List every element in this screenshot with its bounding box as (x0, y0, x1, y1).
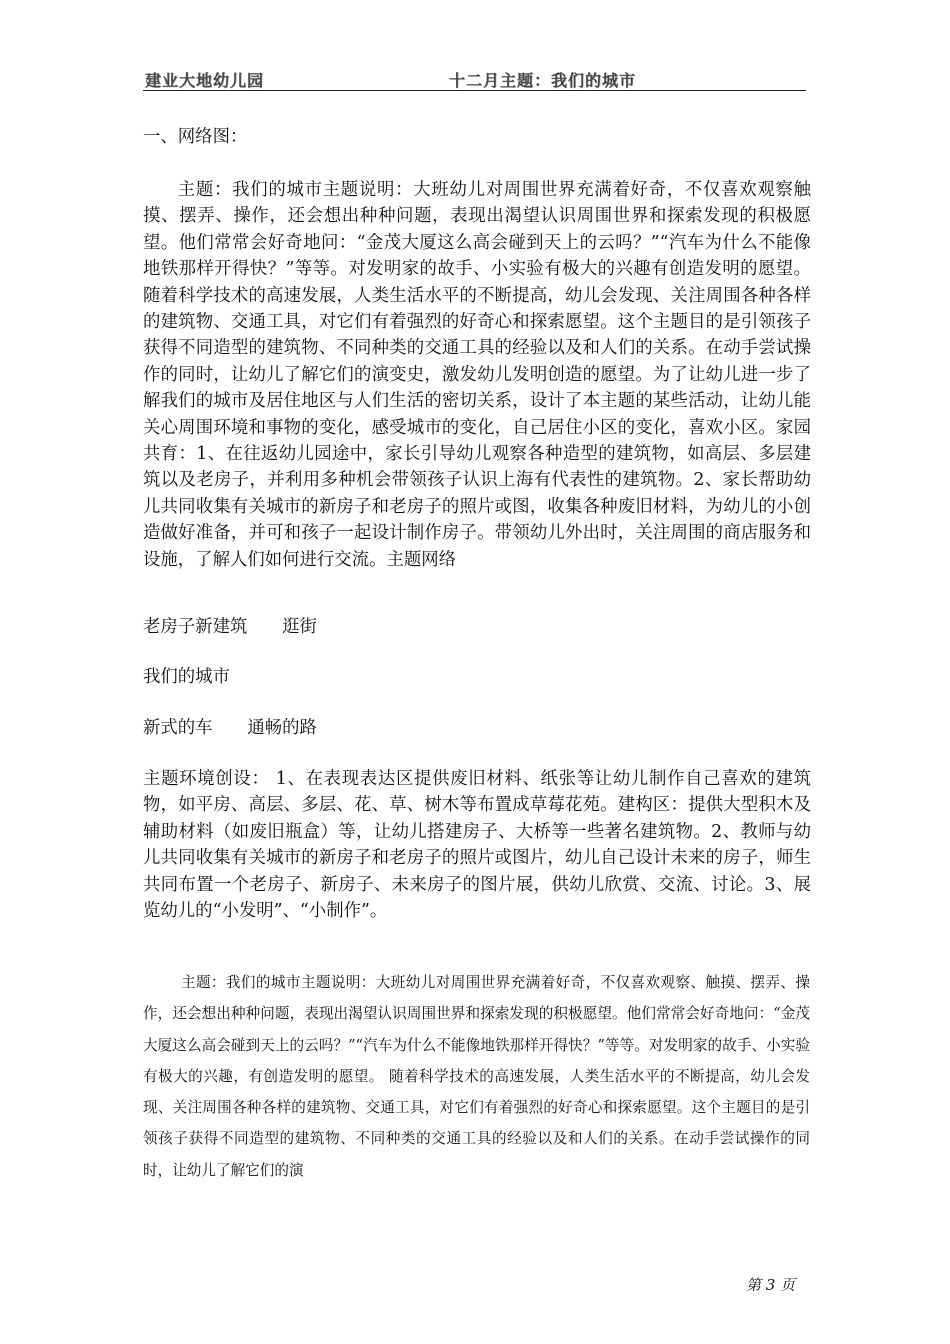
repeated-theme-paragraph: 主题：我们的城市主题说明：大班幼儿对周围世界充满着好奇，不仅喜欢观察、触摸、摆弄、操作，还会想出种种问题，表现出渴望认识周围世界和探索发现的积极愿望。他们常常会好奇地问：“金茂大厦这么高会碰到天上的云吗？”“汽车为什么不能像地铁那样开得快？”等等。对发明家的故手、小实验有极大的兴趣，有创造发明的愿望。 随着科学技术的高速发展，人类生活水平的不断提高，幼儿会发现、关注周围各种各样的建筑物、交通工具，对它们有着强烈的好奇心和探索愿望。这个主题目的是引领孩子获得不同造型的建筑物、不同种类的交通工具的经验以及和人们的关系。在动手尝试操作的同时，让幼儿了解它们的演 (143, 974, 810, 1179)
network-row-3: 新式的车 通畅的路 (143, 718, 317, 738)
page-header (143, 66, 806, 91)
theme-description-paragraph: 主题：我们的城市主题说明：大班幼儿对周围世界充满着好奇，不仅喜欢观察触摸、摆弄、操作，还会想出种种问题，表现出渴望认识周围世界和探索发现的积极愿望。他们常常会好奇地问：“金茂大厦这么高会碰到天上的云吗？”“汽车为什么不能像地铁那样开得快？”等等。对发明家的故手、小实验有极大的兴趣有创造发明的愿望。 随着科学技术的高速发展，人类生活水平的不断提高，幼儿会发现、关注周围各种各样的建筑物、交通工具，对它们有着强烈的好奇心和探索愿望。这个主题目的是引领孩子获得不同造型的建筑物、不同种类的交通工具的经验以及和人们的关系。在动手尝试操作的同时，让幼儿了解它们的演变史，激发幼儿发明创造的愿望。为了让幼儿进一步了解我们的城市及居住地区与人们生活的密切关系，设计了本主题的某些活动，让幼儿能关心周围环境和事物的变化，感受城市的变化，自己居住小区的变化，喜欢小区。家园共育：1、在往返幼儿园途中，家长引导幼儿观察各种造型的建筑物，如高层、多层建筑以及老房子，并利用多种机会带领孩子认识上海有代表性的建筑物。2、家长帮助幼儿共同收集有关城市的新房子和老房子的照片或图，收集各种废旧材料，为幼儿的小创造做好准备，并可和孩子一起设计制作房子。带领幼儿外出时，关注周围的商店服务和设施，了解人们如何进行交流。主题网络 (143, 180, 811, 570)
network-row-1: 老房子新建筑 逛街 (143, 617, 317, 637)
section-title: 一、网络图： (143, 127, 248, 147)
environment-paragraph: 主题环境创设： 1、在表现表达区提供废旧材料、纸张等让幼儿制作自己喜欢的建筑物，如平房、高层、多层、花、草、树木等布置成草莓花苑。建构区：提供大型积木及辅助材料（如废旧瓶盒）等，让幼儿搭建房子、大桥等一些著名建筑物。2、教师与幼儿共同收集有关城市的新房子和老房子的照片或图片，幼儿自己设计未来的房子，师生共同布置一个老房子、新房子、未来房子的图片展，供幼儿欣赏、交流、讨论。3、展览幼儿的“小发明”、“小制作”。 (143, 769, 811, 922)
network-center: 我们的城市 (143, 667, 230, 687)
header-school-name: 建业大地幼儿园 (145, 71, 265, 90)
page-number: 第 3 页 (746, 1276, 796, 1294)
header-theme-title: 十二月主题：我们的城市 (449, 71, 637, 90)
